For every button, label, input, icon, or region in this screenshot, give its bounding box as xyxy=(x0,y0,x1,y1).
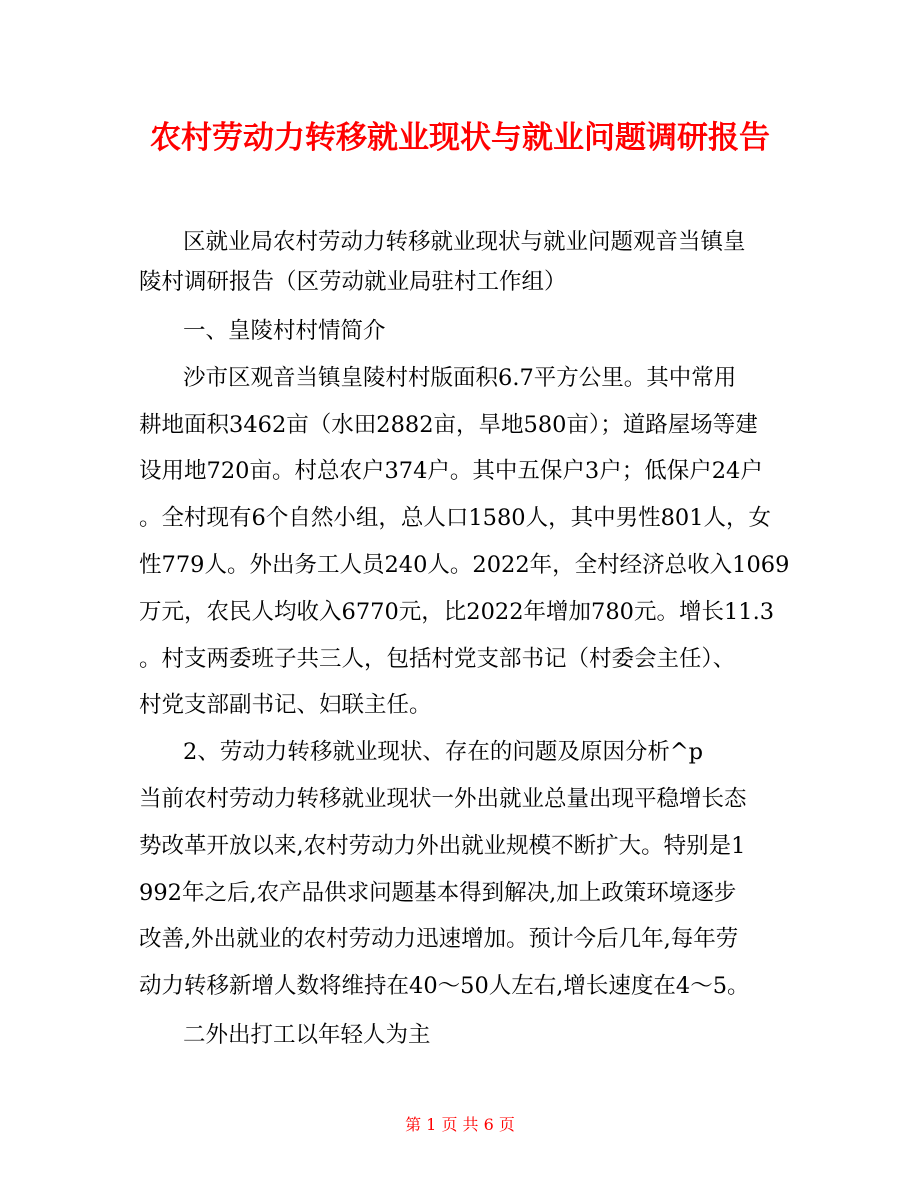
body-line: 陵村调研报告（区劳动就业局驻村工作组） xyxy=(139,269,567,295)
document-title: 农村劳动力转移就业现状与就业问题调研报告 xyxy=(150,120,770,156)
body-line: 设用地720亩。村总农户374户。其中五保户3户；低保户24户 xyxy=(139,458,763,484)
page-number-footer: 第 1 页 共 6 页 xyxy=(405,1115,515,1134)
body-line: 动力转移新增人数将维持在40～50人左右,增长速度在4～5。 xyxy=(139,973,750,999)
body-line: 区就业局农村劳动力转移就业现状与就业问题观音当镇皇 xyxy=(183,229,746,255)
body-line: 沙市区观音当镇皇陵村村版面积6.7平方公里。其中常用 xyxy=(183,365,737,391)
body-line: 。全村现有6个自然小组，总人口1580人，其中男性801人，女 xyxy=(139,505,772,531)
body-line: 。村支两委班子共三人，包括村党支部书记（村委会主任）、 xyxy=(139,646,736,672)
body-line: 万元，农民人均收入6770元，比2022年增加780元。增长11.3 xyxy=(139,599,775,625)
body-line: 当前农村劳动力转移就业现状一外出就业总量出现平稳增长态 xyxy=(139,786,747,812)
body-line: 势改革开放以来,农村劳动力外出就业规模不断扩大。特别是1 xyxy=(139,833,746,859)
body-line: 改善,外出就业的农村劳动力迅速增加。预计今后几年,每年劳 xyxy=(139,926,739,952)
body-line: 性779人。外出务工人员240人。2022年，全村经济总收入1069 xyxy=(139,552,790,578)
section-heading: 一、皇陵村村情简介 xyxy=(183,318,386,344)
body-line: 耕地面积3462亩（水田2882亩，旱地580亩）；道路屋场等建 xyxy=(139,412,758,438)
section-heading: 2、劳动力转移就业现状、存在的问题及原因分析^p xyxy=(183,739,704,765)
body-line: 村党支部副书记、妇联主任。 xyxy=(139,692,432,718)
section-heading: 二外出打工以年轻人为主 xyxy=(183,1022,431,1048)
body-line: 992年之后,农产品供求问题基本得到解决,加上政策环境逐步 xyxy=(139,880,737,906)
